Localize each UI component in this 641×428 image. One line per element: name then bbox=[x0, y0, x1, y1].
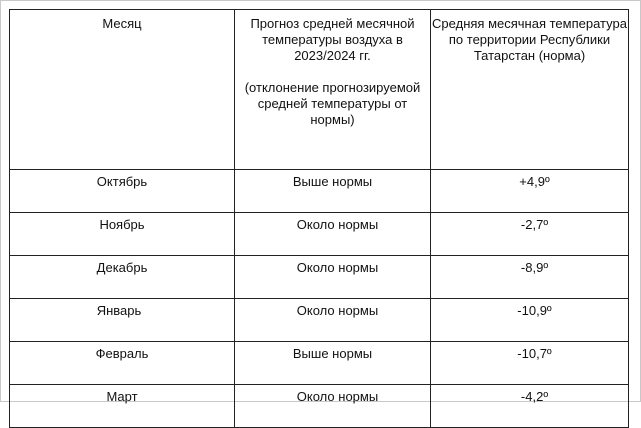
month-cell: Декабрь bbox=[10, 256, 235, 299]
table-row bbox=[10, 299, 629, 342]
header-norm-label: Средняя месячная температура по территории Республики Татарстан (норма) bbox=[432, 16, 627, 63]
norm-value: -10,7º bbox=[517, 346, 552, 361]
norm-cell bbox=[431, 256, 629, 299]
temperature-forecast-table bbox=[9, 9, 629, 428]
norm-cell bbox=[431, 385, 629, 428]
norm-cell bbox=[431, 342, 629, 385]
header-forecast-note: (отклонение прогнозируемой средней температуры от нормы) bbox=[244, 80, 421, 127]
norm-cell bbox=[431, 213, 629, 256]
month-cell: Февраль bbox=[10, 342, 235, 385]
forecast-value: Около нормы bbox=[296, 389, 379, 404]
month-cell: Март bbox=[10, 385, 235, 428]
header-cell-month bbox=[10, 10, 235, 170]
norm-cell bbox=[431, 299, 629, 342]
month-value: Январь bbox=[96, 303, 142, 318]
header-cell-norm bbox=[431, 10, 629, 170]
header-forecast-label: Прогноз средней месячной температуры воздуха в 2023/2024 гг. bbox=[250, 16, 415, 63]
forecast-value: Около нормы bbox=[296, 260, 379, 275]
table-row bbox=[10, 170, 629, 213]
norm-value: -8,9º bbox=[520, 260, 549, 275]
forecast-cell bbox=[235, 256, 431, 299]
header-month-label: Месяц bbox=[102, 16, 142, 31]
forecast-cell bbox=[235, 213, 431, 256]
norm-value: -2,7º bbox=[520, 217, 549, 232]
norm-cell bbox=[431, 170, 629, 213]
forecast-cell bbox=[235, 385, 431, 428]
month-cell: Ноябрь bbox=[10, 213, 235, 256]
month-cell bbox=[10, 299, 235, 342]
forecast-cell: Выше нормы bbox=[235, 170, 431, 213]
forecast-cell bbox=[235, 299, 431, 342]
forecast-value: Около нормы bbox=[296, 217, 379, 232]
norm-value: -10,9º bbox=[517, 303, 552, 318]
table-row bbox=[10, 213, 629, 256]
table-row bbox=[10, 342, 629, 385]
forecast-cell: Выше нормы bbox=[235, 342, 431, 385]
forecast-value: Около нормы bbox=[296, 303, 379, 318]
norm-value: +4,9º bbox=[519, 174, 550, 189]
month-cell: Октябрь bbox=[10, 170, 235, 213]
header-cell-forecast bbox=[235, 10, 431, 170]
table-row bbox=[10, 256, 629, 299]
norm-value: -4,2º bbox=[520, 389, 549, 404]
table-row bbox=[10, 385, 629, 428]
table-header-row bbox=[10, 10, 629, 170]
